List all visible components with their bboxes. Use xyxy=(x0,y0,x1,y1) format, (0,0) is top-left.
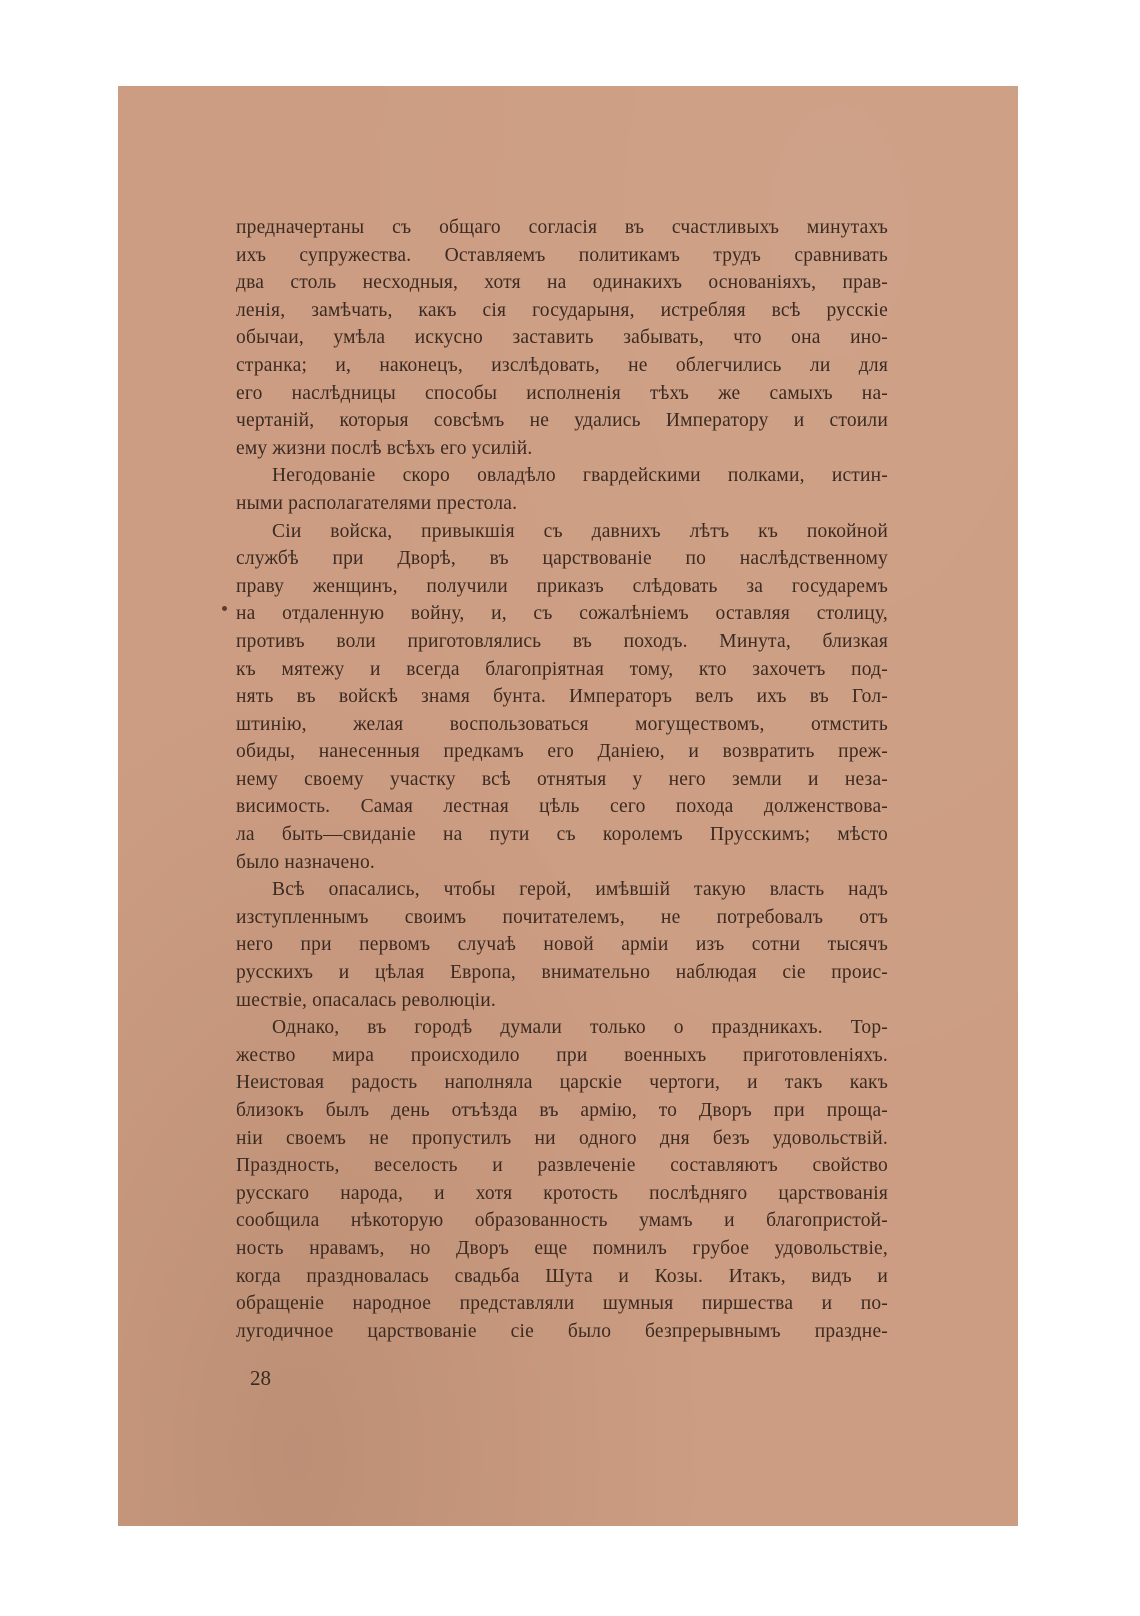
text-line: чертаній, которыя совсѣмъ не удались Императору и стоили xyxy=(236,410,888,432)
text-line: противъ воли приготовлялись въ походъ. Минута, близкая xyxy=(236,630,888,652)
text-line: висимость. Самая лестная цѣль сего похода долженствова- xyxy=(236,796,888,818)
paragraph xyxy=(236,214,888,462)
text-line: него при первомъ случаѣ новой арміи изъ сотни тысячъ xyxy=(236,934,888,956)
body-text xyxy=(236,214,888,1345)
text-line: обиды, нанесенныя предкамъ его Даніею, и возвратить преж- xyxy=(236,741,888,763)
text-line: русскихъ и цѣлая Европа, внимательно наблюдая сіе проис- xyxy=(236,962,888,984)
text-line: обращеніе народное представляли шумныя пиршества и по- xyxy=(236,1293,888,1315)
text-line: два столь несходныя, хотя на одинакихъ основаніяхъ, прав- xyxy=(236,272,888,294)
text-line: праву женщинъ, получили приказъ слѣдовать за государемъ xyxy=(236,575,888,597)
text-line: жество мира происходило при военныхъ приготовленіяхъ. xyxy=(236,1044,888,1066)
text-line: Негодованіе скоро овладѣло гвардейскими полками, истин- xyxy=(272,465,888,487)
text-line: шествіе, опасалась революціи. xyxy=(236,989,496,1011)
text-line: къ мятежу и всегда благопріятная тому, кто захочетъ под- xyxy=(236,658,888,680)
page-number: 28 xyxy=(250,1366,271,1390)
text-line: ность нравамъ, но Дворъ еще помнилъ грубое удовольствіе, xyxy=(236,1237,888,1259)
text-line: обычаи, умѣла искусно заставить забывать, что она ино- xyxy=(236,327,888,349)
text-line: близокъ былъ день отъѣзда въ армію, то Дворъ при проща- xyxy=(236,1100,888,1121)
text-line: ніи своемъ не пропустилъ ни одного дня безъ удовольствій. xyxy=(236,1127,888,1149)
text-line: странка; и, наконецъ, изслѣдовать, не облегчились ли для xyxy=(236,354,888,376)
text-line: Неистовая радость наполняла царскіе чертоги, и такъ какъ xyxy=(236,1072,888,1094)
text-line: изступленнымъ своимъ почитателемъ, не потребовалъ отъ xyxy=(236,906,888,928)
text-line: Всѣ опасались, чтобы герой, имѣвшій такую власть надъ xyxy=(272,879,888,901)
text-line: его наслѣдницы способы исполненія тѣхъ же самыхъ на- xyxy=(236,382,888,404)
text-line: службѣ при Дворѣ, въ царствованіе по наслѣдственному xyxy=(236,548,888,570)
margin-mark xyxy=(222,606,227,611)
text-line: когда праздновалась свадьба Шута и Козы. Итакъ, видъ и xyxy=(236,1265,888,1287)
text-line: ными располагателями престола. xyxy=(236,492,518,514)
text-line: сообщила нѣкоторую образованность умамъ и благопристой- xyxy=(236,1210,888,1232)
text-line: ихъ супружества. Оставляемъ политикамъ трудъ сравнивать xyxy=(236,244,888,266)
book-page xyxy=(118,86,1018,1526)
text-line: Праздность, веселость и развлеченіе составляютъ свойство xyxy=(236,1155,888,1177)
text-line: нему своему участку всѣ отнятыя у него земли и неза- xyxy=(236,768,888,790)
paragraph xyxy=(236,462,888,517)
paragraph xyxy=(236,1014,888,1345)
text-line: Сіи войска, привыкшія съ давнихъ лѣтъ къ покойной xyxy=(272,520,888,542)
text-line: ленія, замѣчать, какъ сія государыня, истребляя всѣ русскіе xyxy=(236,299,888,321)
paragraph xyxy=(236,518,888,877)
text-line: на отдаленную войну, и, съ сожалѣніемъ оставляя столицу, xyxy=(236,603,888,625)
text-line: предначертаны съ общаго согласія въ счастливыхъ минутахъ xyxy=(236,217,888,238)
text-line: русскаго народа, и хотя кротость послѣдняго царствованія xyxy=(236,1182,888,1204)
paragraph xyxy=(236,876,888,1014)
text-line: Однако, въ городѣ думали только о праздникахъ. Тор- xyxy=(272,1017,888,1039)
text-line: ему жизни послѣ всѣхъ его усилій. xyxy=(236,437,533,459)
text-line: ла быть—свиданіе на пути съ королемъ Прусскимъ; мѣсто xyxy=(236,824,888,846)
text-line: штинію, желая воспользоваться могуществомъ, отмстить xyxy=(236,713,888,735)
text-line: нять въ войскѣ знамя бунта. Императоръ велъ ихъ въ Гол- xyxy=(236,686,888,708)
text-line: было назначено. xyxy=(236,851,376,873)
text-line: лугодичное царствованіе сіе было безпрерывнымъ праздне- xyxy=(236,1320,888,1342)
